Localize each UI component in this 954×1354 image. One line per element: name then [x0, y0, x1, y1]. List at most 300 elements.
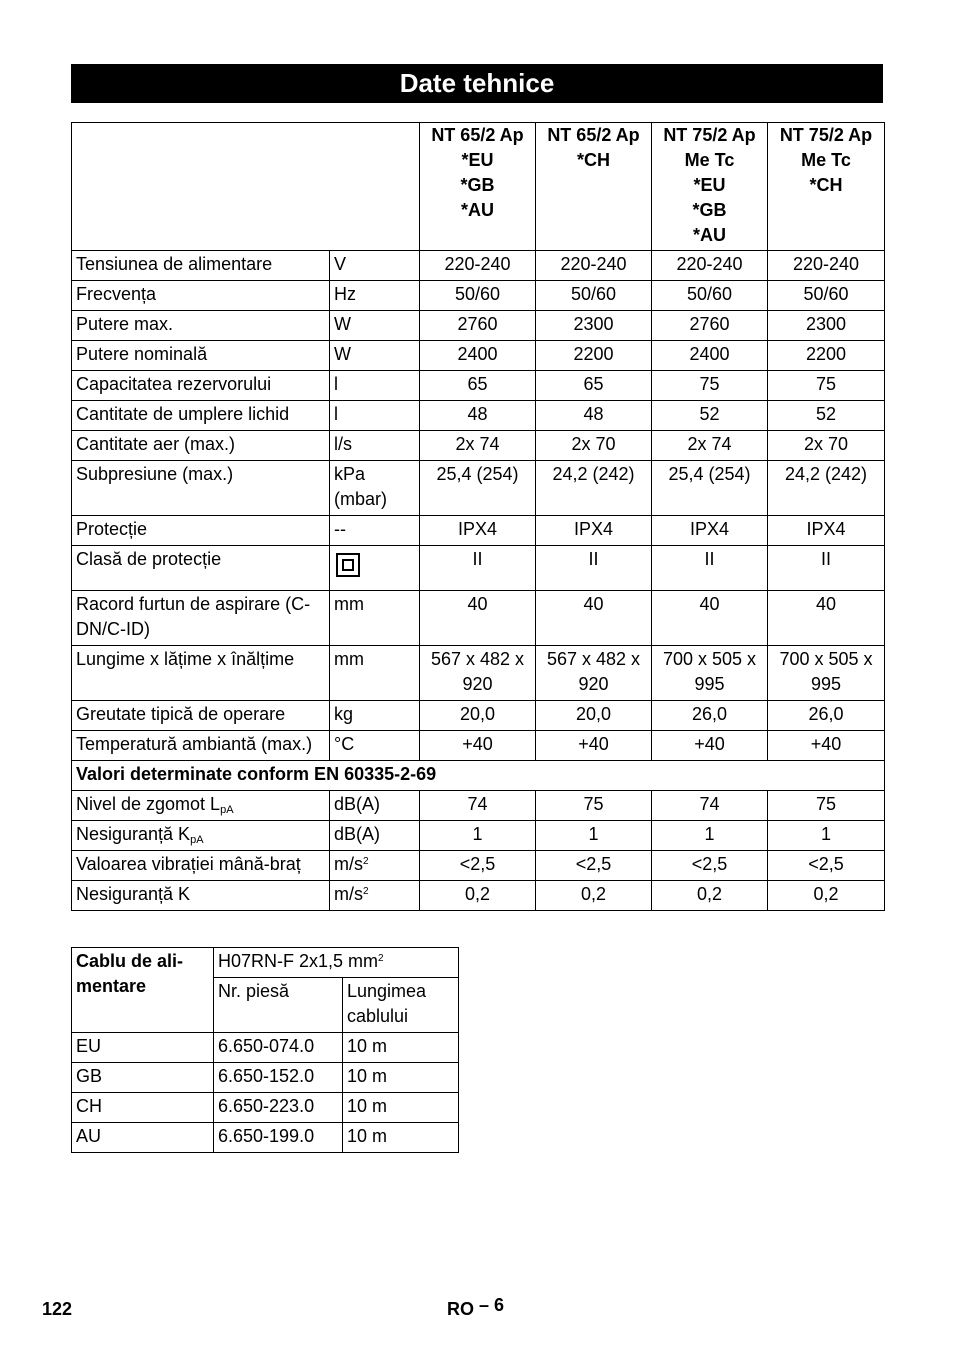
spec-value-cell: [652, 431, 768, 461]
spec-value: +40: [578, 734, 609, 754]
spec-value: IPX4: [573, 519, 614, 539]
cable-country-cell: [72, 1063, 214, 1093]
spec-value-cell: [536, 591, 652, 646]
spec-label: Cantitate de umplere lichid: [76, 404, 290, 424]
footer-separator: – 6: [479, 1295, 505, 1315]
spec-value: +40: [462, 734, 493, 754]
spec-value-cell: [536, 881, 652, 911]
model-header-row: [72, 123, 885, 251]
spec-value-cell: [536, 701, 652, 731]
page-number: 122: [42, 1299, 73, 1319]
spec-value: 220-240: [560, 254, 627, 274]
spec-value: 40: [467, 594, 488, 614]
spec-value-cell: [652, 881, 768, 911]
spec-label-cell: [72, 591, 330, 646]
spec-unit: kPa (mbar): [334, 464, 387, 509]
model-header-cell: [768, 123, 885, 251]
spec-label-cell: [72, 546, 330, 591]
spec-value-cell: [652, 591, 768, 646]
spec-value-cell: [536, 516, 652, 546]
spec-value: 1: [820, 824, 831, 844]
spec-unit: --: [334, 519, 346, 539]
spec-value: 2400: [689, 344, 730, 364]
model-header-cell: [420, 123, 536, 251]
spec-row: [72, 461, 885, 516]
cable-length-cell: [343, 1033, 459, 1063]
spec-value-cell: [652, 546, 768, 591]
spec-label: Temperatură ambiantă (max.): [76, 734, 313, 754]
spec-unit-cell: [330, 821, 420, 851]
cable-country: EU: [76, 1036, 102, 1056]
spec-value: 40: [815, 594, 837, 614]
spec-value-cell: [768, 791, 885, 821]
spec-label: Nesiguranță K: [76, 884, 191, 904]
spec-unit-cell: [330, 516, 420, 546]
spec-value: +40: [810, 734, 842, 754]
spec-value: IPX4: [457, 519, 498, 539]
spec-value-cell: [768, 701, 885, 731]
section-title: Valori determinate conform EN 60335-2-69: [72, 761, 885, 791]
spec-value-cell: [768, 401, 885, 431]
model-name-line: Me Tc: [684, 150, 735, 170]
spec-row: [72, 791, 885, 821]
spec-value: 52: [699, 404, 720, 424]
spec-unit-cell: [330, 646, 420, 701]
spec-value-cell: [420, 646, 536, 701]
spec-value: 1: [704, 824, 715, 844]
spec-value: 700 x 505 x 995: [662, 649, 757, 694]
spec-label-cell: [72, 251, 330, 281]
spec-value-cell: [652, 646, 768, 701]
cable-country-cell: [72, 1033, 214, 1063]
spec-value-cell: [768, 516, 885, 546]
spec-value-cell: [652, 281, 768, 311]
spec-row: [72, 546, 885, 591]
spec-value: 26,0: [808, 704, 844, 724]
spec-value: 0,2: [580, 884, 607, 904]
footer-section-page: [447, 1295, 505, 1320]
cable-row: [72, 1033, 459, 1063]
spec-row: [72, 341, 885, 371]
spec-unit: V: [334, 254, 347, 274]
model-name-line: *EU: [461, 150, 494, 170]
spec-value-cell: [536, 371, 652, 401]
cable-length-cell: [343, 1123, 459, 1153]
spec-value: 2400: [457, 344, 498, 364]
spec-value: <2,5: [691, 854, 728, 874]
spec-value-cell: [420, 461, 536, 516]
spec-value: 567 x 482 x 920: [546, 649, 641, 694]
spec-unit-cell: [330, 281, 420, 311]
cable-country: CH: [76, 1096, 102, 1116]
spec-unit: mm: [334, 594, 364, 614]
model-name-line: Me Tc: [801, 150, 851, 170]
spec-label-cell: [72, 371, 330, 401]
spec-value-cell: [768, 371, 885, 401]
spec-value-cell: [768, 431, 885, 461]
spec-value-cell: [652, 821, 768, 851]
spec-unit: l/s: [334, 434, 352, 454]
spec-label: Nesiguranță K: [76, 824, 191, 844]
spec-value-cell: [420, 371, 536, 401]
spec-value: 40: [583, 594, 604, 614]
spec-value: 0,2: [813, 884, 839, 904]
spec-value: 26,0: [691, 704, 728, 724]
spec-row: [72, 371, 885, 401]
cable-length-header-text: Lungimea cablului: [347, 981, 427, 1026]
spec-row: [72, 701, 885, 731]
spec-label: Lungime x lățime x înălțime: [76, 649, 295, 669]
spec-value-cell: [536, 461, 652, 516]
spec-value: 2300: [573, 314, 614, 334]
spec-label-cell: [72, 851, 330, 881]
spec-value-cell: [536, 311, 652, 341]
spec-unit-superscript: 2: [363, 886, 369, 897]
spec-value: <2,5: [459, 854, 496, 874]
cable-type: H07RN-F 2x1,5 mm: [218, 951, 379, 971]
spec-value-cell: [768, 341, 885, 371]
cable-country: AU: [76, 1126, 102, 1146]
spec-value: 2200: [573, 344, 614, 364]
spec-row: [72, 821, 885, 851]
spec-value-cell: [420, 311, 536, 341]
cable-length: 10 m: [347, 1036, 388, 1056]
spec-value: 20,0: [459, 704, 496, 724]
spec-value-cell: [420, 546, 536, 591]
spec-row: [72, 516, 885, 546]
spec-value-cell: [536, 341, 652, 371]
spec-value-cell: [768, 546, 885, 591]
spec-value-cell: [420, 431, 536, 461]
spec-unit-cell: [330, 881, 420, 911]
model-name-line: *GB: [460, 175, 495, 195]
spec-value: 1: [588, 824, 599, 844]
spec-value: 2x 70: [803, 434, 849, 454]
spec-label: Protecție: [76, 519, 148, 539]
spec-value-cell: [420, 281, 536, 311]
spec-value: 2760: [689, 314, 730, 334]
header-empty-cell: [72, 123, 420, 251]
spec-value-cell: [420, 591, 536, 646]
cable-heading: Cablu de ali- mentare: [76, 951, 184, 996]
spec-value: 2x 74: [687, 434, 732, 454]
power-cable-table: [71, 947, 459, 1153]
spec-unit-cell: [330, 251, 420, 281]
spec-value: II: [588, 549, 599, 569]
spec-unit: mm: [334, 649, 364, 669]
spec-value-cell: [536, 851, 652, 881]
spec-label-cell: [72, 461, 330, 516]
spec-value: 24,2 (242): [784, 464, 868, 484]
spec-value: II: [472, 549, 483, 569]
section-row: [72, 761, 885, 791]
spec-label-cell: [72, 281, 330, 311]
spec-unit: m/s: [334, 884, 363, 904]
spec-value: 700 x 505 x 995: [779, 649, 873, 694]
spec-unit-superscript: 2: [363, 856, 369, 867]
spec-value: 48: [583, 404, 604, 424]
spec-label: Tensiunea de alimentare: [76, 254, 273, 274]
spec-value: +40: [694, 734, 725, 754]
cable-country-cell: [72, 1123, 214, 1153]
spec-value-cell: [536, 731, 652, 761]
spec-row: [72, 591, 885, 646]
cable-country: GB: [76, 1066, 103, 1086]
spec-value-cell: [420, 821, 536, 851]
spec-unit-cell: [330, 371, 420, 401]
spec-value-cell: [652, 371, 768, 401]
spec-label: Greutate tipică de operare: [76, 704, 286, 724]
spec-value-cell: [652, 311, 768, 341]
spec-value-cell: [536, 281, 652, 311]
spec-row: [72, 311, 885, 341]
spec-unit-cell: [330, 791, 420, 821]
part-number-header-text: Nr. piesă: [218, 981, 290, 1001]
cable-type-superscript: 2: [378, 953, 384, 964]
spec-label: Putere max.: [76, 314, 174, 334]
spec-label-cell: [72, 791, 330, 821]
spec-value-cell: [420, 851, 536, 881]
spec-label-cell: [72, 516, 330, 546]
cable-type-row: [72, 948, 459, 978]
spec-value-cell: [652, 701, 768, 731]
spec-value: 2x 70: [571, 434, 616, 454]
spec-unit-cell: [330, 401, 420, 431]
spec-value-cell: [768, 461, 885, 516]
spec-label-cell: [72, 646, 330, 701]
model-name-line: NT 75/2 Ap: [663, 125, 756, 145]
spec-unit: l: [334, 404, 338, 424]
protection-class-ii-icon: [336, 553, 360, 577]
spec-value: 65: [467, 374, 488, 394]
spec-value: 220-240: [444, 254, 511, 274]
model-name-line: *CH: [576, 150, 610, 170]
spec-label: Putere nominală: [76, 344, 208, 364]
page-title: Date tehnice: [71, 64, 883, 103]
cable-length: 10 m: [347, 1066, 388, 1086]
spec-unit: Hz: [334, 284, 356, 304]
spec-value-cell: [536, 791, 652, 821]
cable-part: 6.650-074.0: [218, 1036, 315, 1056]
part-number-header: [214, 978, 343, 1033]
cable-part: 6.650-223.0: [218, 1096, 315, 1116]
spec-value: 50/60: [454, 284, 501, 304]
spec-unit-cell: [330, 311, 420, 341]
spec-label: Valoarea vibrației mână-braț: [76, 854, 301, 874]
spec-value-cell: [768, 881, 885, 911]
spec-value-cell: [420, 251, 536, 281]
cable-heading-cell: [72, 948, 214, 1033]
spec-value-cell: [536, 251, 652, 281]
spec-label-cell: [72, 881, 330, 911]
spec-value: 65: [583, 374, 604, 394]
model-name-line: *CH: [809, 175, 843, 195]
spec-unit-cell: [330, 341, 420, 371]
spec-value-cell: [768, 281, 885, 311]
spec-unit: l: [334, 374, 338, 394]
spec-value: 75: [699, 374, 720, 394]
spec-value-cell: [420, 731, 536, 761]
spec-value-cell: [420, 516, 536, 546]
spec-label-cell: [72, 401, 330, 431]
cable-row: [72, 1123, 459, 1153]
spec-label: Subpresiune (max.): [76, 464, 234, 484]
spec-label-cell: [72, 341, 330, 371]
spec-unit-cell: [330, 591, 420, 646]
spec-value-cell: [652, 851, 768, 881]
spec-value-cell: [652, 251, 768, 281]
cable-type-cell: [214, 948, 459, 978]
cable-part-cell: [214, 1093, 343, 1123]
cable-length-cell: [343, 1093, 459, 1123]
model-header-cell: [652, 123, 768, 251]
spec-value: 52: [815, 404, 837, 424]
spec-value: II: [704, 549, 715, 569]
spec-unit: dB(A): [334, 794, 381, 814]
spec-value-cell: [768, 311, 885, 341]
spec-label: Nivel de zgomot L: [76, 794, 221, 814]
spec-value: 2200: [805, 344, 847, 364]
spec-value-cell: [420, 701, 536, 731]
spec-value: 0,2: [464, 884, 491, 904]
spec-value: 75: [815, 794, 837, 814]
spec-value-cell: [652, 791, 768, 821]
spec-label-cell: [72, 821, 330, 851]
spec-value-cell: [652, 516, 768, 546]
cable-part: 6.650-199.0: [218, 1126, 315, 1146]
cable-row: [72, 1093, 459, 1123]
spec-value-cell: [768, 591, 885, 646]
spec-value: <2,5: [808, 854, 844, 874]
spec-value: IPX4: [689, 519, 730, 539]
spec-value-cell: [536, 431, 652, 461]
spec-value: 50/60: [803, 284, 849, 304]
cable-row: [72, 1063, 459, 1093]
spec-value-cell: [768, 251, 885, 281]
cable-part-cell: [214, 1033, 343, 1063]
spec-row: [72, 401, 885, 431]
technical-data-table: [71, 122, 885, 911]
spec-value-cell: [768, 646, 885, 701]
cable-country-cell: [72, 1093, 214, 1123]
spec-label-subscript: pA: [220, 804, 234, 816]
model-name-line: NT 65/2 Ap: [431, 125, 524, 145]
spec-label: Capacitatea rezervorului: [76, 374, 272, 394]
model-name-line: *AU: [692, 225, 726, 245]
spec-value: 50/60: [686, 284, 733, 304]
spec-label-cell: [72, 311, 330, 341]
spec-value: 24,2 (242): [552, 464, 635, 484]
spec-unit-cell: [330, 851, 420, 881]
spec-value-cell: [536, 546, 652, 591]
spec-value: 220-240: [792, 254, 860, 274]
spec-value: 25,4 (254): [436, 464, 519, 484]
spec-value-cell: [768, 731, 885, 761]
spec-value: 74: [467, 794, 488, 814]
spec-unit: kg: [334, 704, 354, 724]
spec-label: Racord furtun de aspirare (C-DN/C-ID): [76, 594, 311, 639]
spec-label: Frecvența: [76, 284, 157, 304]
spec-value-cell: [652, 401, 768, 431]
spec-row: [72, 646, 885, 701]
spec-unit: dB(A): [334, 824, 381, 844]
spec-value-cell: [420, 881, 536, 911]
spec-value: 40: [699, 594, 720, 614]
spec-row: [72, 431, 885, 461]
spec-value: 25,4 (254): [668, 464, 751, 484]
model-name-line: *AU: [460, 200, 494, 220]
cable-length-cell: [343, 1063, 459, 1093]
spec-value: 75: [815, 374, 837, 394]
spec-value: 75: [583, 794, 604, 814]
spec-label-cell: [72, 701, 330, 731]
model-name-line: *GB: [692, 200, 727, 220]
spec-value: 0,2: [696, 884, 723, 904]
model-header-cell: [536, 123, 652, 251]
spec-row: [72, 851, 885, 881]
cable-length: 10 m: [347, 1126, 388, 1146]
spec-value-cell: [652, 461, 768, 516]
spec-row: [72, 881, 885, 911]
cable-part-cell: [214, 1063, 343, 1093]
spec-value-cell: [652, 731, 768, 761]
spec-unit: W: [334, 344, 351, 364]
model-name-line: NT 75/2 Ap: [779, 125, 873, 145]
cable-length: 10 m: [347, 1096, 388, 1116]
spec-label-subscript: pA: [190, 834, 204, 846]
model-name-line: NT 65/2 Ap: [547, 125, 640, 145]
spec-value: 2x 74: [455, 434, 500, 454]
spec-unit-cell: [330, 546, 420, 591]
spec-value-cell: [420, 791, 536, 821]
model-name-line: *EU: [693, 175, 726, 195]
spec-row: [72, 731, 885, 761]
spec-value: 2300: [805, 314, 847, 334]
spec-value-cell: [536, 401, 652, 431]
spec-label: Cantitate aer (max.): [76, 434, 236, 454]
spec-value-cell: [420, 401, 536, 431]
spec-row: [72, 251, 885, 281]
cable-length-header: [343, 978, 459, 1033]
cable-part: 6.650-152.0: [218, 1066, 315, 1086]
spec-value: II: [820, 549, 831, 569]
spec-value: 2760: [457, 314, 498, 334]
spec-value-cell: [536, 821, 652, 851]
spec-value-cell: [652, 341, 768, 371]
spec-value: 50/60: [570, 284, 617, 304]
spec-value-cell: [768, 851, 885, 881]
spec-value-cell: [768, 821, 885, 851]
spec-value-cell: [420, 341, 536, 371]
spec-label: Clasă de protecție: [76, 549, 222, 569]
spec-value: 20,0: [575, 704, 612, 724]
spec-unit: m/s: [334, 854, 363, 874]
cable-part-cell: [214, 1123, 343, 1153]
spec-unit-cell: [330, 731, 420, 761]
spec-label-cell: [72, 431, 330, 461]
spec-value: <2,5: [575, 854, 612, 874]
spec-value: 74: [699, 794, 720, 814]
spec-unit-cell: [330, 701, 420, 731]
spec-row: [72, 281, 885, 311]
spec-value: 567 x 482 x 920: [430, 649, 525, 694]
spec-value: 48: [467, 404, 488, 424]
spec-unit-cell: [330, 431, 420, 461]
spec-unit-cell: [330, 461, 420, 516]
spec-value: IPX4: [806, 519, 846, 539]
spec-label-cell: [72, 731, 330, 761]
spec-value-cell: [536, 646, 652, 701]
